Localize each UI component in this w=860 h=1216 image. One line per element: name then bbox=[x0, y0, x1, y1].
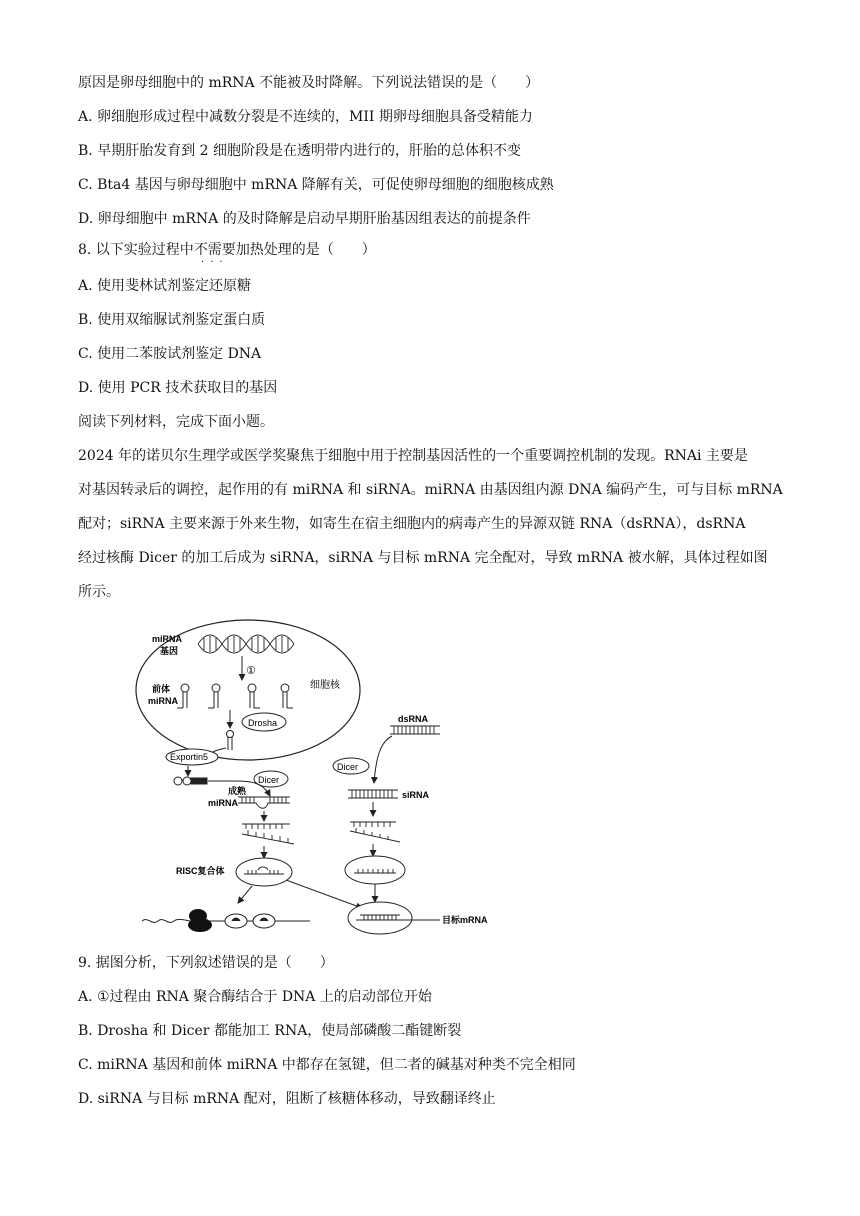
dna-helix-icon bbox=[198, 635, 294, 653]
q8-stem-before: 8. 以下实验过程中 bbox=[78, 242, 194, 258]
mirna-gene-label-1: miRNA bbox=[152, 634, 183, 644]
q7-option-a: A. 卵细胞形成过程中减数分裂是不连续的，MII 期卵母细胞具备受精能力 bbox=[78, 109, 533, 125]
q7-option-c: C. Bta4 基因与卵母细胞中 mRNA 降解有关，可促使卵母细胞的细胞核成熟 bbox=[78, 177, 554, 193]
reading-line-1: 2024 年的诺贝尔生理学或医学奖聚焦于细胞中用于控制基因活性的一个重要调控机制的发现。RNAi 主要是 bbox=[78, 448, 748, 464]
reading-line-2: 对基因转录后的调控，起作用的有 miRNA 和 siRNA。miRNA 由基因组内源 DNA 编码产生，可与目标 mRNA bbox=[78, 482, 783, 498]
risc-label: RISC复合体 bbox=[176, 866, 225, 876]
mrna-wavy-tail bbox=[142, 919, 190, 922]
q7-stem-tail: 原因是卵母细胞中的 mRNA 不能被及时降解。下列说法错误的是（ ） bbox=[78, 75, 540, 91]
sirna-label: siRNA bbox=[402, 790, 430, 800]
reading-intro: 阅读下列材料，完成下面小题。 bbox=[78, 414, 274, 430]
mature-mirna-duplex bbox=[238, 797, 290, 808]
q8-option-c: C. 使用二苯胺试剂鉴定 DNA bbox=[78, 346, 262, 362]
dsrna-to-dicer-arrow bbox=[374, 736, 392, 783]
q9-option-b: B. Drosha 和 Dicer 都能加工 RNA，使局部磷酸二酯键断裂 bbox=[78, 1023, 462, 1039]
sirna-strand-separated bbox=[350, 822, 400, 842]
risc-complex-right bbox=[345, 856, 405, 884]
q9-option-a: A. ①过程由 RNA 聚合酶结合于 DNA 上的启动部位开始 bbox=[78, 989, 432, 1005]
ribosome-icon bbox=[188, 909, 212, 932]
pre-mirna-hairpins bbox=[177, 684, 293, 708]
mirna-strand-separated bbox=[242, 824, 294, 844]
risc-to-translation-arrow bbox=[238, 886, 252, 903]
q8-stem-after: 加热处理的是（ ） bbox=[235, 242, 376, 258]
exportin5-label: Exportin5 bbox=[170, 752, 209, 762]
sirna-duplex bbox=[348, 790, 398, 798]
mature-mirna-label-1: 成熟 bbox=[228, 786, 247, 796]
pre-mirna-label-2: miRNA bbox=[148, 696, 179, 706]
emphasis-dots: ··· bbox=[201, 257, 229, 268]
target-mrna-label: 目标mRNA bbox=[442, 915, 488, 925]
q9-stem: 9. 据图分析，下列叙述错误的是（ ） bbox=[78, 955, 334, 971]
dsrna-molecule bbox=[390, 726, 440, 734]
q8-option-d: D. 使用 PCR 技术获取目的基因 bbox=[78, 380, 278, 396]
q7-option-b: B. 早期肝胎发育到 2 细胞阶段是在透明带内进行的，肝胎的总体积不变 bbox=[78, 143, 521, 159]
nucleus-label: 细胞核 bbox=[310, 680, 340, 691]
reading-line-5: 所示。 bbox=[78, 584, 120, 600]
q7-option-d: D. 卵母细胞中 mRNA 的及时降解是启动早期肝胎基因组表达的前提条件 bbox=[78, 211, 531, 227]
risc-complex-left bbox=[236, 858, 292, 886]
q9-option-c: C. miRNA 基因和前体 miRNA 中都存在氢键，但二者的碱基对种类不完全相同 bbox=[78, 1057, 576, 1073]
processed-hairpin bbox=[227, 731, 234, 751]
q8-option-a: A. 使用斐林试剂鉴定还原糖 bbox=[78, 278, 252, 294]
dsrna-label: dsRNA bbox=[398, 714, 429, 724]
q8-option-b: B. 使用双缩脲试剂鉴定蛋白质 bbox=[78, 312, 266, 328]
mirna-gene-label-2: 基因 bbox=[160, 646, 179, 656]
cytoplasmic-pre-mirna bbox=[174, 777, 207, 785]
q9-option-d: D. siRNA 与目标 mRNA 配对，阻断了核糖体移动，导致翻译终止 bbox=[78, 1091, 496, 1107]
dicer-label-left: Dicer bbox=[258, 775, 280, 785]
reading-line-4: 经过核酶 Dicer 的加工后成为 siRNA，siRNA 与目标 mRNA 完全配对，导致 mRNA 被水解，具体过程如图 bbox=[78, 550, 768, 566]
q8-emphasis-text: 不需要 bbox=[193, 242, 236, 258]
pre-mirna-label-1: 前体 bbox=[152, 684, 171, 694]
mature-mirna-label-2: miRNA bbox=[208, 798, 239, 808]
step-1-label: ① bbox=[246, 665, 256, 677]
q8-emphasis bbox=[193, 240, 236, 268]
reading-line-3: 配对；siRNA 主要来源于外来生物，如寄生在宿主细胞内的病毒产生的异源双链 RNA（dsRNA），dsRNA bbox=[78, 516, 746, 532]
rnai-figure bbox=[130, 618, 510, 938]
q8-stem bbox=[78, 240, 376, 268]
drosha-label: Drosha bbox=[248, 718, 278, 728]
risc-to-target-arrow bbox=[286, 880, 362, 908]
dicer-label-right: Dicer bbox=[337, 762, 359, 772]
